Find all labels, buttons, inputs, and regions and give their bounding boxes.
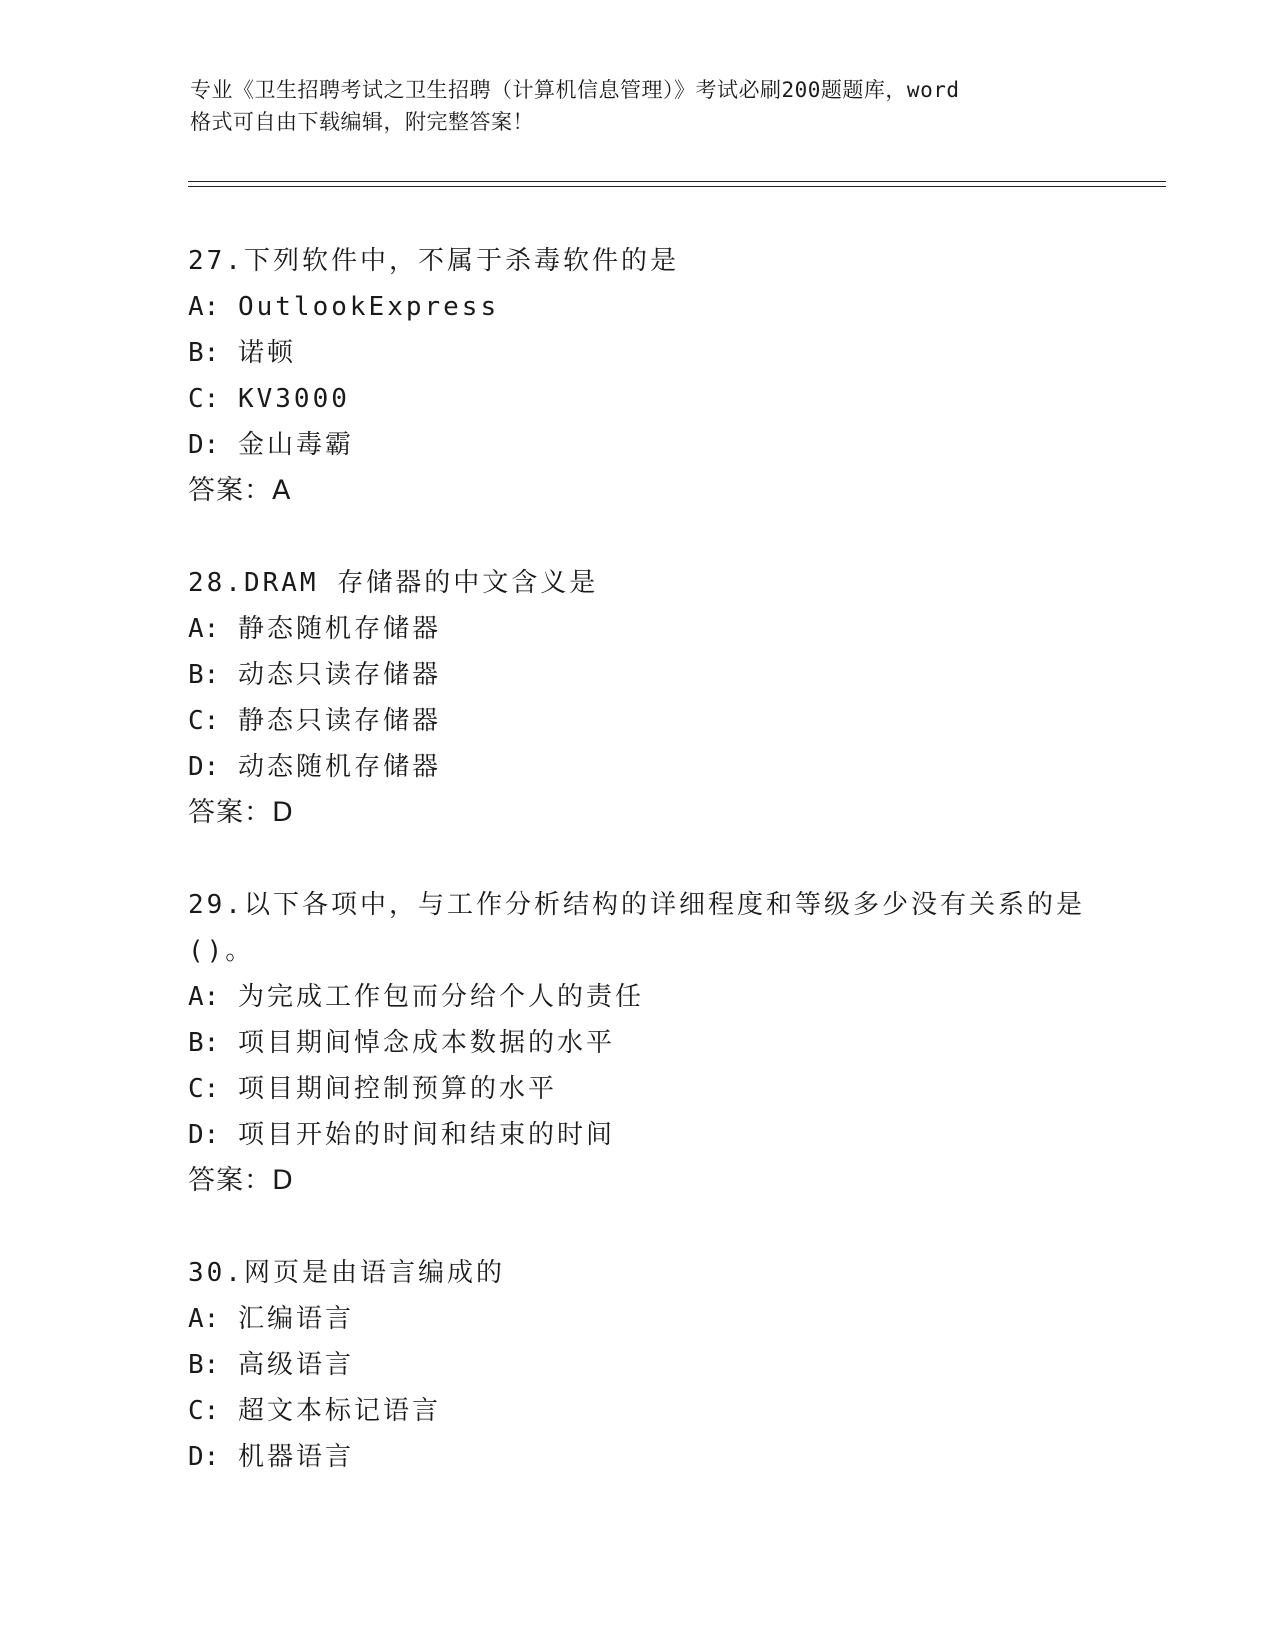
answer-line: 答案：D (188, 1165, 294, 1196)
option-text: 静态只读存储器 (237, 706, 441, 736)
header-line-2: 格式可自由下载编辑，附完整答案！ (190, 110, 534, 134)
question-stem: 30.网页是由语言编成的 (188, 1258, 505, 1288)
option-a (188, 284, 1148, 330)
document-header (190, 74, 1090, 138)
question-stem: 28.DRAM 存储器的中文含义是 (188, 568, 599, 598)
option-letter: A: (188, 292, 220, 322)
question-29 (188, 882, 1148, 1204)
option-letter: C: (188, 384, 220, 414)
option-letter: C: (188, 1396, 220, 1426)
option-text: 汇编语言 (237, 1304, 354, 1334)
option-a (188, 974, 1148, 1020)
question-list (188, 238, 1148, 1526)
option-c (188, 1388, 1148, 1434)
question-stem: 29.以下各项中，与工作分析结构的详细程度和等级多少没有关系的是()。 (188, 890, 1085, 966)
option-letter: A: (188, 982, 220, 1012)
option-letter: D: (188, 1442, 220, 1472)
option-c (188, 698, 1148, 744)
option-text: 项目期间控制预算的水平 (237, 1074, 557, 1104)
question-28 (188, 560, 1148, 836)
header-line-1: 专业《卫生招聘考试之卫生招聘（计算机信息管理）》考试必刷200题题库，word (190, 78, 960, 102)
option-letter: D: (188, 752, 220, 782)
header-divider-top (188, 181, 1166, 182)
option-text: KV3000 (237, 384, 350, 414)
option-d (188, 422, 1148, 468)
option-c (188, 1066, 1148, 1112)
option-letter: B: (188, 1028, 220, 1058)
option-d (188, 1112, 1148, 1158)
option-letter: B: (188, 338, 220, 368)
question-stem: 27.下列软件中，不属于杀毒软件的是 (188, 246, 679, 276)
option-text: 为完成工作包而分给个人的责任 (237, 982, 644, 1012)
option-d (188, 1434, 1148, 1480)
option-letter: A: (188, 614, 220, 644)
option-text: 项目开始的时间和结束的时间 (237, 1120, 615, 1150)
option-letter: D: (188, 430, 220, 460)
option-text: OutlookExpress (237, 292, 500, 322)
answer-line: 答案：A (188, 475, 292, 506)
option-b (188, 330, 1148, 376)
option-text: 动态随机存储器 (237, 752, 441, 782)
option-letter: B: (188, 660, 220, 690)
option-text: 动态只读存储器 (237, 660, 441, 690)
option-b (188, 652, 1148, 698)
option-letter: C: (188, 1074, 220, 1104)
option-b (188, 1342, 1148, 1388)
option-letter: C: (188, 706, 220, 736)
option-b (188, 1020, 1148, 1066)
question-27 (188, 238, 1148, 514)
option-letter: B: (188, 1350, 220, 1380)
option-letter: D: (188, 1120, 220, 1150)
header-divider-bottom (188, 186, 1166, 187)
option-c (188, 376, 1148, 422)
option-text: 超文本标记语言 (237, 1396, 441, 1426)
option-letter: A: (188, 1304, 220, 1334)
option-text: 机器语言 (237, 1442, 354, 1472)
option-a (188, 1296, 1148, 1342)
answer-line: 答案：D (188, 797, 294, 828)
option-text: 项目期间悼念成本数据的水平 (237, 1028, 615, 1058)
question-30 (188, 1250, 1148, 1480)
option-text: 诺顿 (237, 338, 296, 368)
option-d (188, 744, 1148, 790)
option-text: 静态随机存储器 (237, 614, 441, 644)
option-text: 高级语言 (237, 1350, 354, 1380)
option-text: 金山毒霸 (237, 430, 354, 460)
option-a (188, 606, 1148, 652)
